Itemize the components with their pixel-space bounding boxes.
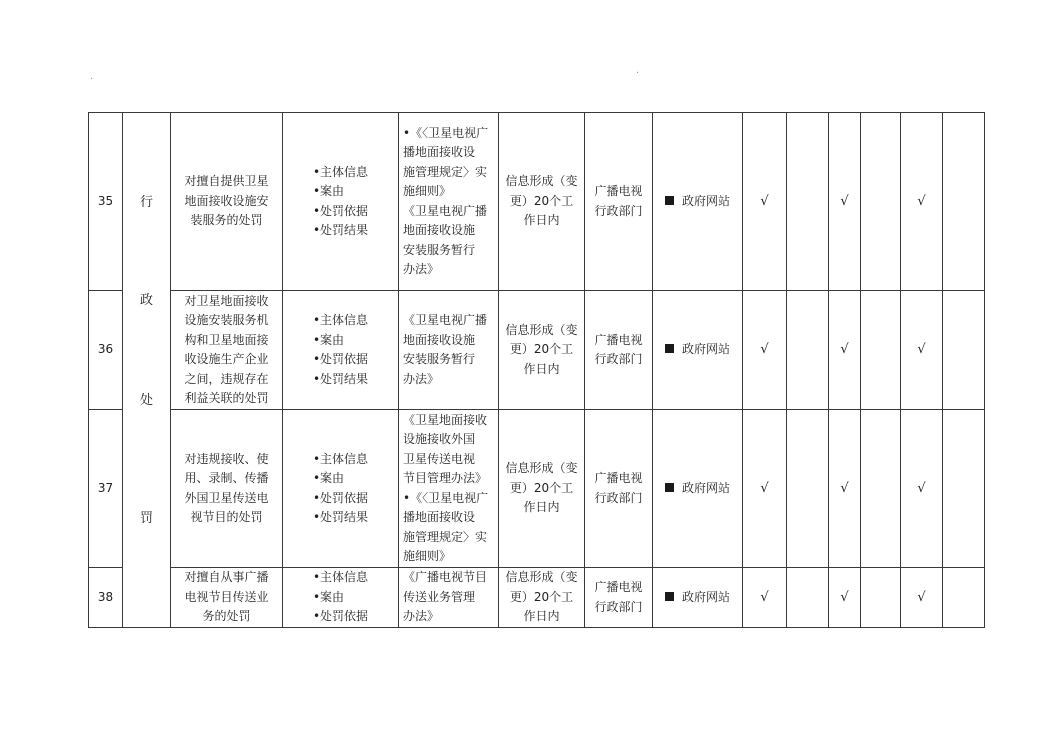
legal-basis-line: 办法》	[403, 371, 440, 386]
content-list-item: • 处罚结果	[313, 221, 368, 241]
responsible-dept-cell	[585, 113, 653, 291]
scan-speck: ·	[636, 68, 640, 79]
time-limit-cell	[499, 113, 585, 291]
responsible-dept-line: 行政部门	[594, 599, 643, 614]
legal-basis-line: 节目管理办法》	[403, 471, 488, 485]
time-limit-line: 信息形成（变	[505, 461, 578, 476]
content-list-item: • 处罚依据	[313, 350, 368, 370]
legal-basis-cell	[399, 410, 499, 568]
item-number: 35	[89, 113, 123, 291]
content-list	[313, 311, 368, 389]
disclosure-content-cell	[283, 410, 399, 568]
item-name-line: 视节目的处罚	[190, 510, 263, 524]
item-name-line: 地面接收设施安	[184, 193, 269, 208]
item-name-line: 设施安装服务机	[184, 313, 269, 327]
content-list-item: • 处罚依据	[313, 202, 368, 222]
item-name-line: 用、录制、传播	[184, 471, 269, 485]
content-list-item: • 处罚依据	[313, 607, 368, 627]
responsible-dept-line: 行政部门	[594, 203, 643, 218]
channel-label: 政府网站	[681, 193, 730, 208]
disclosure-table	[88, 112, 985, 628]
channel-cell	[653, 113, 743, 291]
item-name-line: 构和卫星地面接	[184, 332, 269, 347]
legal-basis-line: 安装服务暂行	[403, 352, 476, 366]
table-row	[89, 410, 985, 568]
content-list-item: • 主体信息	[313, 568, 368, 588]
time-limit-line: 作日内	[523, 213, 560, 228]
legal-basis-line: 办法》	[403, 609, 440, 624]
item-name-cell	[171, 568, 283, 628]
legal-basis-line: 《卫星地面接收	[403, 412, 488, 427]
empty-cell	[943, 410, 985, 568]
channel-label: 政府网站	[681, 342, 730, 357]
category-char: 行	[139, 195, 153, 210]
item-name-cell	[171, 113, 283, 291]
legal-basis-line: 《卫星电视广播	[403, 313, 488, 327]
legal-basis-line: 施管理规定〉实	[403, 164, 488, 179]
check-mark: √	[743, 113, 787, 291]
content-list-item: • 处罚结果	[313, 508, 368, 528]
table-row	[89, 568, 985, 628]
legal-basis-line: 播地面接收设	[403, 145, 476, 159]
time-limit-line: 作日内	[523, 500, 560, 515]
responsible-dept-line: 广播电视	[594, 332, 643, 347]
legal-basis-line: 地面接收设施	[403, 332, 476, 347]
item-name-line: 对卫星地面接收	[184, 293, 269, 308]
table-row	[89, 113, 985, 291]
check-mark: √	[743, 568, 787, 628]
content-list-item: • 主体信息	[313, 163, 368, 183]
item-name-cell	[171, 410, 283, 568]
time-limit-line: 更）20个工	[509, 193, 574, 208]
responsible-dept-line: 行政部门	[594, 352, 643, 366]
empty-cell	[861, 410, 901, 568]
responsible-dept-cell	[585, 291, 653, 410]
filled-square-icon	[665, 196, 674, 205]
item-name-line: 之间，违规存在	[184, 371, 269, 386]
content-list-item: • 处罚结果	[313, 370, 368, 390]
time-limit-cell	[499, 291, 585, 410]
time-limit-line: 更）20个工	[509, 480, 574, 495]
table-row	[89, 291, 985, 410]
legal-basis-line: •《〈卫星电视广	[403, 125, 489, 140]
check-mark: √	[901, 568, 943, 628]
time-limit-cell	[499, 568, 585, 628]
legal-basis-cell	[399, 568, 499, 628]
time-limit-line: 信息形成（变	[505, 174, 578, 189]
legal-basis-line: 《卫星电视广播	[403, 203, 488, 218]
time-limit-line: 更）20个工	[509, 589, 574, 604]
filled-square-icon	[665, 344, 674, 353]
item-name-cell	[171, 291, 283, 410]
channel-cell	[653, 410, 743, 568]
content-list-item: • 处罚依据	[313, 489, 368, 509]
item-name-line: 装服务的处罚	[190, 213, 263, 228]
responsible-dept-line: 广播电视	[594, 580, 643, 594]
check-mark: √	[829, 568, 861, 628]
legal-basis-line: 设施接收外国	[403, 432, 476, 446]
content-list	[313, 450, 368, 528]
content-list-item: • 案由	[313, 182, 368, 202]
item-name-line: 收设施生产企业	[184, 352, 269, 366]
content-list-item: • 案由	[313, 331, 368, 351]
responsible-dept-cell	[585, 410, 653, 568]
item-name-line: 外国卫星传送电	[184, 490, 269, 505]
disclosure-content-cell	[283, 291, 399, 410]
scan-speck: ·	[90, 74, 94, 85]
item-name-line: 电视节目传送业	[184, 589, 269, 604]
legal-basis-line: 地面接收设施	[403, 223, 476, 237]
legal-basis-line: •《〈卫星电视广	[403, 490, 489, 505]
legal-basis-line: 办法》	[403, 262, 440, 276]
legal-basis-line: 《广播电视节目	[403, 570, 488, 585]
check-mark: √	[901, 113, 943, 291]
item-number: 37	[89, 410, 123, 568]
channel-cell	[653, 291, 743, 410]
empty-cell	[861, 568, 901, 628]
empty-cell	[943, 568, 985, 628]
category-char: 罚	[139, 511, 153, 526]
disclosure-content-cell	[283, 568, 399, 628]
check-mark: √	[829, 291, 861, 410]
content-list-item: • 案由	[313, 588, 368, 608]
category-char: 政	[139, 293, 153, 308]
legal-basis-line: 施管理规定〉实	[403, 529, 488, 544]
item-number: 38	[89, 568, 123, 628]
channel-cell	[653, 568, 743, 628]
empty-cell	[787, 113, 829, 291]
check-mark: √	[901, 291, 943, 410]
check-mark: √	[743, 291, 787, 410]
item-number: 36	[89, 291, 123, 410]
channel-label: 政府网站	[681, 589, 730, 604]
empty-cell	[943, 291, 985, 410]
legal-basis-line: 安装服务暂行	[403, 242, 476, 257]
responsible-dept-line: 广播电视	[594, 471, 643, 485]
responsible-dept-line: 广播电视	[594, 184, 643, 198]
time-limit-cell	[499, 410, 585, 568]
time-limit-line: 信息形成（变	[505, 322, 578, 337]
content-list-item: • 主体信息	[313, 311, 368, 331]
legal-basis-cell	[399, 113, 499, 291]
legal-basis-cell	[399, 291, 499, 410]
responsible-dept-cell	[585, 568, 653, 628]
legal-basis-line: 播地面接收设	[403, 510, 476, 524]
item-name-line: 对违规接收、使	[184, 451, 269, 466]
empty-cell	[787, 568, 829, 628]
time-limit-line: 作日内	[523, 361, 560, 376]
time-limit-line: 作日内	[523, 609, 560, 624]
empty-cell	[787, 410, 829, 568]
item-name-line: 利益关联的处罚	[184, 391, 269, 405]
filled-square-icon	[665, 483, 674, 492]
filled-square-icon	[665, 592, 674, 601]
time-limit-line: 更）20个工	[509, 342, 574, 357]
item-name-line: 对擅自提供卫星	[184, 174, 269, 189]
item-name-line: 务的处罚	[202, 609, 251, 624]
responsible-dept-line: 行政部门	[594, 490, 643, 505]
empty-cell	[861, 113, 901, 291]
legal-basis-line: 传送业务管理	[403, 589, 476, 604]
content-list	[313, 568, 368, 627]
check-mark: √	[743, 410, 787, 568]
empty-cell	[787, 291, 829, 410]
empty-cell	[861, 291, 901, 410]
check-mark: √	[901, 410, 943, 568]
check-mark: √	[829, 113, 861, 291]
check-mark: √	[829, 410, 861, 568]
time-limit-line: 信息形成（变	[505, 570, 578, 585]
channel-label: 政府网站	[681, 480, 730, 495]
empty-cell	[943, 113, 985, 291]
content-list	[313, 163, 368, 241]
category-char: 处	[139, 393, 153, 408]
content-list-item: • 案由	[313, 469, 368, 489]
legal-basis-line: 施细则》	[403, 549, 452, 563]
legal-basis-line: 施细则》	[403, 184, 452, 198]
legal-basis-line: 卫星传送电视	[403, 451, 476, 466]
disclosure-content-cell	[283, 113, 399, 291]
item-name-line: 对擅自从事广播	[184, 570, 269, 585]
category-cell	[123, 113, 171, 628]
content-list-item: • 主体信息	[313, 450, 368, 470]
